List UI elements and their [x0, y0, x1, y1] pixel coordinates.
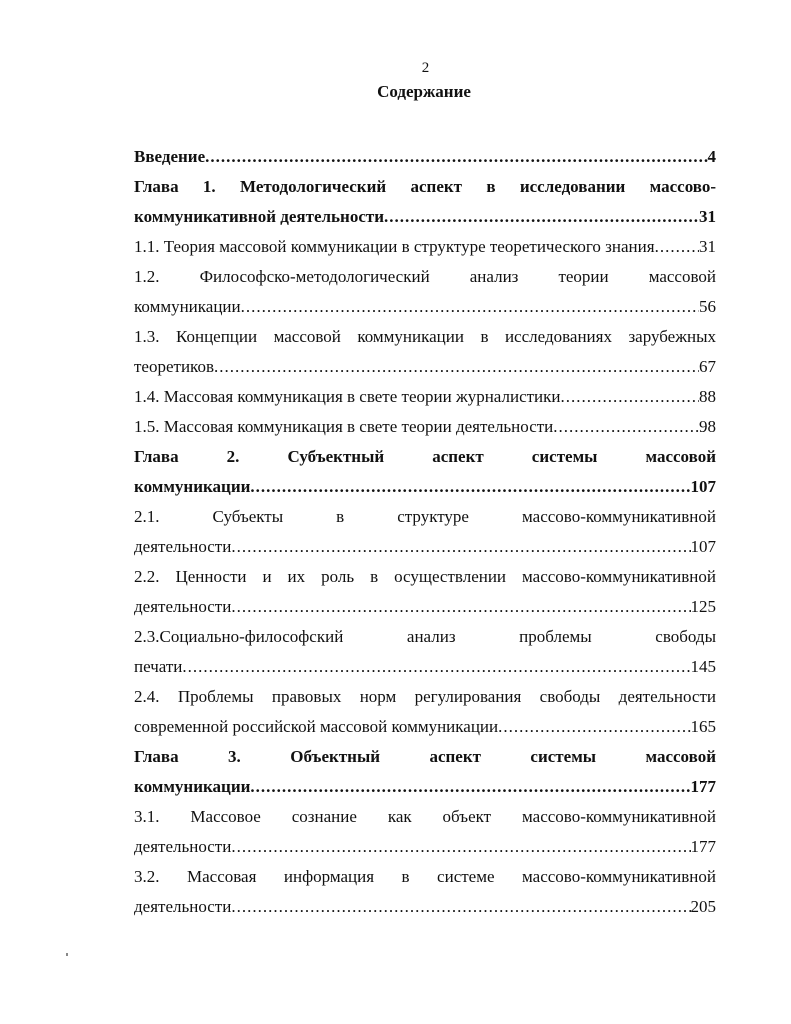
toc-entry-title: деятельности — [134, 897, 232, 916]
toc-page-number: 177 — [690, 837, 716, 856]
toc-page-number: 107 — [690, 477, 716, 496]
toc-entry-2-2-line1: 2.2. Ценности и их роль в осуществлении массово-коммуникативной — [134, 567, 716, 586]
toc-page-number: 31 — [699, 237, 716, 256]
toc-entry-title: деятельности — [134, 837, 232, 856]
toc-page-number: 145 — [690, 657, 716, 676]
toc-page-number: 205 — [690, 897, 716, 916]
toc-page-number: 98 — [699, 417, 716, 436]
toc-entry-title: Введение — [134, 147, 206, 166]
toc-chapter-2-line1: Глава 2. Субъектный аспект системы массовой — [134, 447, 716, 466]
leader-dots — [655, 232, 699, 262]
toc-chapter-1-line1: Глава 1. Методологический аспект в исследовании массово- — [134, 177, 716, 196]
toc-entry-1-5 — [134, 412, 716, 442]
toc-entry-2-3-line1: 2.3.Социально-философский анализ проблемы свободы — [134, 627, 716, 646]
page-title: Содержание — [377, 82, 471, 101]
toc-entry-title: коммуникации — [134, 297, 241, 316]
toc-page-number: 177 — [690, 777, 716, 796]
toc-entry-title: 1.5. Массовая коммуникация в свете теории деятельности — [134, 417, 554, 436]
leader-dots — [384, 202, 699, 232]
toc-entry-title: печати — [134, 657, 183, 676]
table-of-contents — [134, 142, 716, 922]
toc-entry-2-1-line2 — [134, 532, 716, 562]
toc-page-number: 88 — [699, 387, 716, 406]
leader-dots — [553, 412, 699, 442]
toc-entry-1-2-line1: 1.2. Философско-методологический анализ теории массовой — [134, 267, 716, 286]
toc-entry-3-2-line1: 3.2. Массовая информация в системе массово-коммуникативной — [134, 867, 716, 886]
toc-entry-2-4-line1: 2.4. Проблемы правовых норм регулирования свободы деятельности — [134, 687, 716, 706]
toc-page-number: 56 — [699, 297, 716, 316]
leader-dots — [205, 142, 707, 172]
toc-page-number: 67 — [699, 357, 716, 376]
toc-entry-1-3-line2 — [134, 352, 716, 382]
toc-entry-title: современной российской массовой коммуникации — [134, 717, 499, 736]
toc-page-number: 125 — [690, 597, 716, 616]
leader-dots — [231, 892, 690, 922]
toc-entry-title: 1.4. Массовая коммуникация в свете теории журналистики — [134, 387, 561, 406]
toc-chapter-2-line2 — [134, 472, 716, 502]
toc-page-number: 107 — [690, 537, 716, 556]
toc-entry-1-1 — [134, 232, 716, 262]
leader-dots — [250, 472, 690, 502]
scan-speck — [66, 953, 68, 956]
leader-dots — [241, 292, 699, 322]
leader-dots — [231, 832, 690, 862]
toc-entry-1-4 — [134, 382, 716, 412]
page-number: 2 — [421, 60, 430, 76]
toc-entry-title: деятельности — [134, 597, 232, 616]
leader-dots — [498, 712, 690, 742]
toc-page-number: 31 — [699, 207, 716, 226]
leader-dots — [231, 532, 690, 562]
leader-dots — [231, 592, 690, 622]
toc-entry-2-3-line2 — [134, 652, 716, 682]
toc-entry-1-2-line2 — [134, 292, 716, 322]
toc-entry-intro — [134, 142, 716, 172]
toc-page-number: 165 — [690, 717, 716, 736]
toc-chapter-1-line2 — [134, 202, 716, 232]
toc-entry-3-2-line2 — [134, 892, 716, 922]
leader-dots — [250, 772, 690, 802]
leader-dots — [182, 652, 690, 682]
toc-entry-title: теоретиков — [134, 357, 214, 376]
toc-entry-1-3-line1: 1.3. Концепции массовой коммуникации в исследованиях зарубежных — [134, 327, 716, 346]
toc-entry-3-1-line2 — [134, 832, 716, 862]
toc-entry-title: коммуникации — [134, 777, 251, 796]
leader-dots — [214, 352, 699, 382]
toc-page-number: 4 — [707, 147, 716, 166]
toc-entry-2-2-line2 — [134, 592, 716, 622]
toc-entry-2-4-line2 — [134, 712, 716, 742]
toc-entry-2-1-line1: 2.1. Субъекты в структуре массово-коммуникативной — [134, 507, 716, 526]
toc-chapter-3-line2 — [134, 772, 716, 802]
toc-entry-3-1-line1: 3.1. Массовое сознание как объект массово-коммуникативной — [134, 807, 716, 826]
toc-chapter-3-line1: Глава 3. Объектный аспект системы массовой — [134, 747, 716, 766]
toc-entry-title: деятельности — [134, 537, 232, 556]
toc-entry-title: коммуникативной деятельности — [134, 207, 385, 226]
toc-entry-title: коммуникации — [134, 477, 251, 496]
leader-dots — [561, 382, 699, 412]
toc-entry-title: 1.1. Теория массовой коммуникации в структуре теоретического знания — [134, 237, 655, 256]
